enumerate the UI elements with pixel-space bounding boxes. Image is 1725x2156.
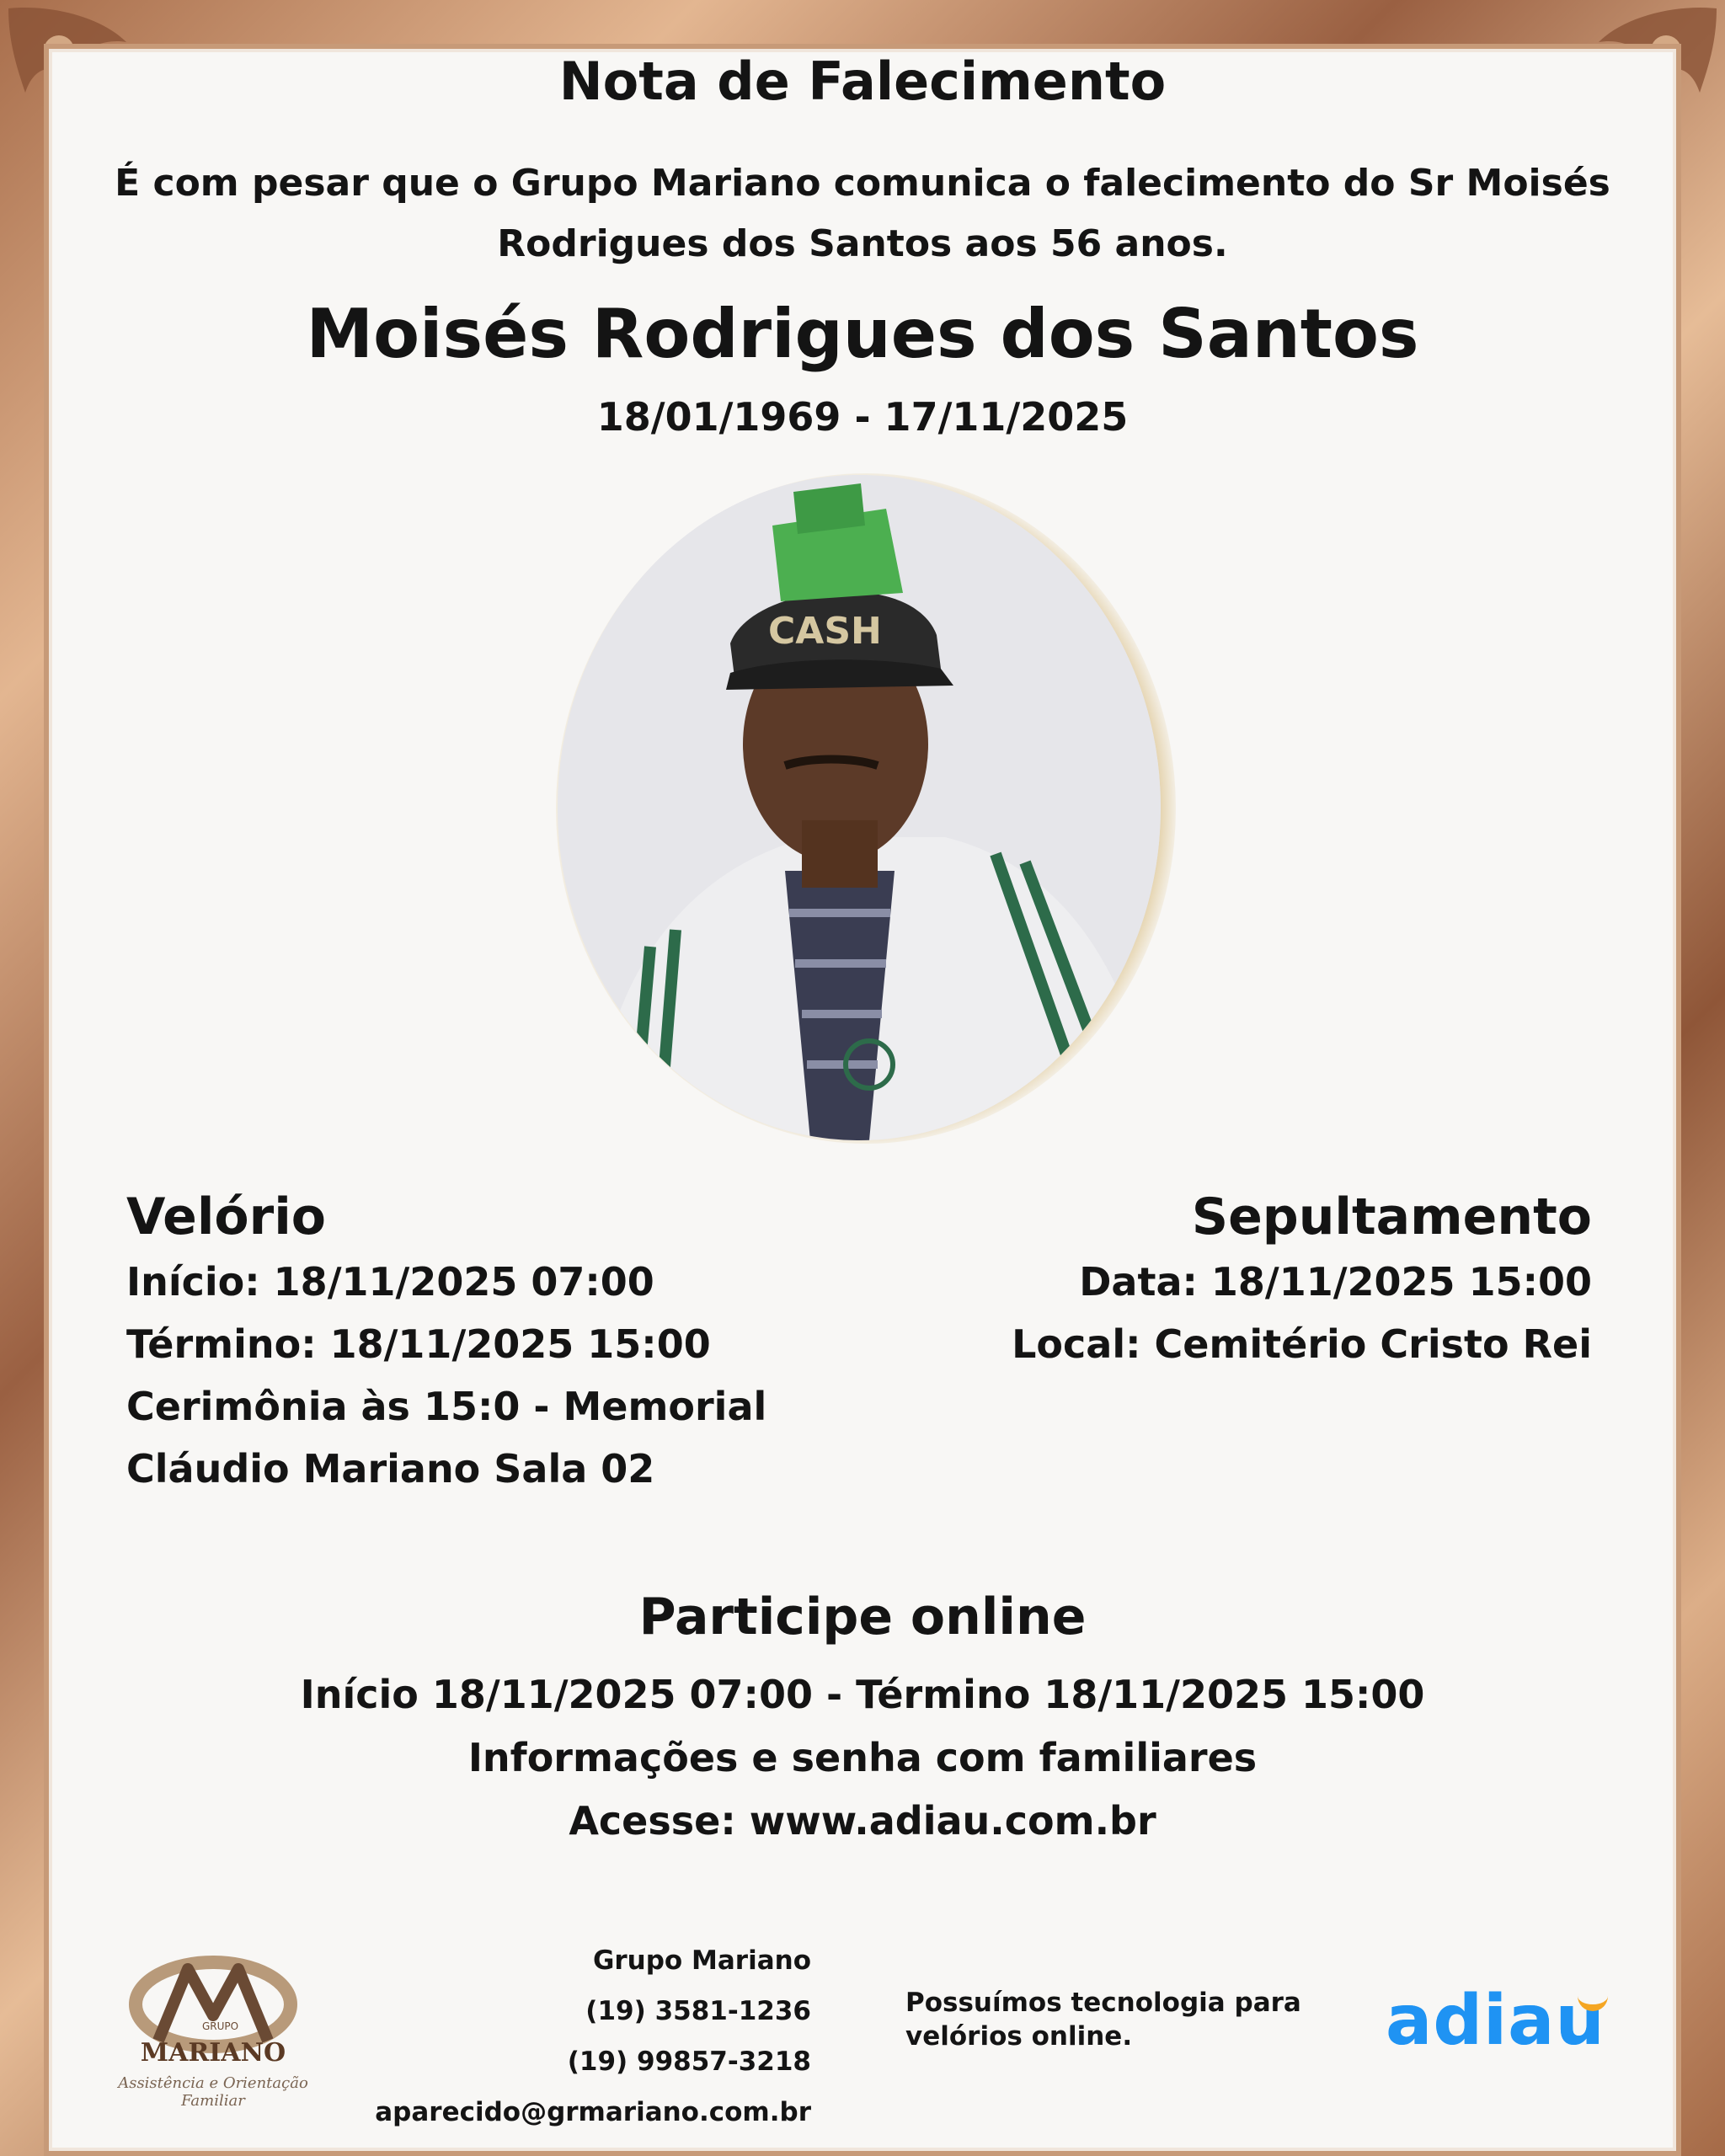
- portrait-image: [558, 475, 1161, 1140]
- velorio-ceremony-line1: Cerimônia às 15:0 - Memorial: [126, 1384, 767, 1429]
- velorio-heading: Velório: [126, 1187, 327, 1246]
- mariano-brand-text: MARIANO: [140, 2038, 286, 2068]
- deceased-name: Moisés Rodrigues dos Santos: [306, 295, 1419, 373]
- phone-1[interactable]: (19) 3581-1236: [585, 1996, 811, 2026]
- mariano-logo: [99, 1952, 327, 2110]
- online-access-link[interactable]: Acesse: www.adiau.com.br: [569, 1798, 1156, 1844]
- deceased-portrait: [558, 475, 1161, 1140]
- velorio-start: Início: 18/11/2025 07:00: [126, 1259, 654, 1305]
- announcement-text: É com pesar que o Grupo Mariano comunica o falecimento do Sr Moisés Rodrigues dos Santos aos 56 anos.: [115, 162, 1610, 265]
- velorio-section: [126, 1183, 800, 1500]
- adiau-logo: [1386, 1981, 1621, 2061]
- online-schedule: Início 18/11/2025 07:00 - Término 18/11/2025 15:00: [300, 1672, 1425, 1717]
- svg-text:CASH: CASH: [768, 610, 882, 653]
- velorio-ceremony-line2: Cláudio Mariano Sala 02: [126, 1446, 655, 1492]
- life-dates: 18/01/1969 - 17/11/2025: [596, 394, 1129, 440]
- sepultamento-section: [834, 1183, 1592, 1375]
- phone-2[interactable]: (19) 99857-3218: [567, 2047, 811, 2077]
- sepultamento-date: Data: 18/11/2025 15:00: [1079, 1259, 1592, 1305]
- sepultamento-location: Local: Cemitério Cristo Rei: [1012, 1321, 1592, 1367]
- online-tech-note: Possuímos tecnologia para velórios online.: [905, 1988, 1301, 2052]
- velorio-end: Término: 18/11/2025 15:00: [126, 1321, 711, 1367]
- online-info: Informações e senha com familiares: [467, 1735, 1258, 1780]
- online-heading: Participe online: [638, 1588, 1087, 1646]
- email-link[interactable]: aparecido@grmariano.com.br: [375, 2097, 811, 2127]
- mariano-tagline: Assistência e Orientação Familiar: [118, 2074, 308, 2110]
- page-title: Nota de Falecimento: [558, 51, 1167, 112]
- contact-block: [375, 1935, 811, 2137]
- adiau-wordmark: adiau: [1386, 1981, 1621, 2061]
- company-name: Grupo Mariano: [592, 1945, 811, 1976]
- svg-text:GRUPO: GRUPO: [202, 2020, 239, 2032]
- sepultamento-heading: Sepultamento: [1191, 1187, 1592, 1246]
